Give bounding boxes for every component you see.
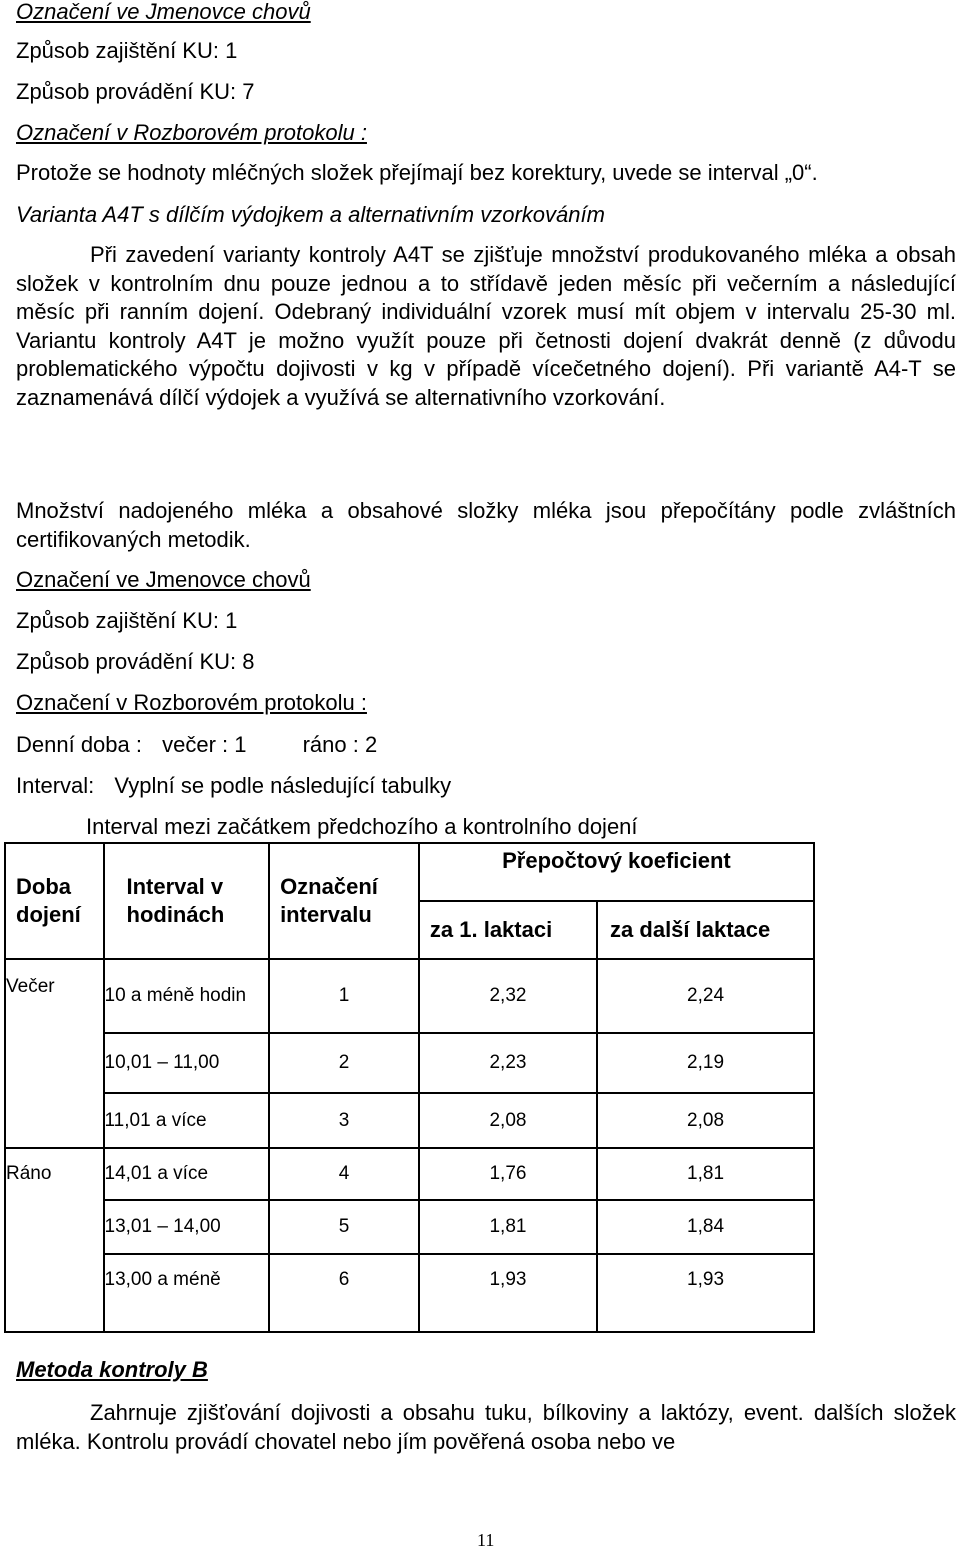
page-number: 11 — [477, 1530, 495, 1550]
cell-next-lactation: 1,84 — [597, 1200, 814, 1254]
interval-value: Vyplní se podle následující tabulky — [114, 773, 452, 798]
variant-heading: Varianta A4T s dílčím výdojkem a alternativním vzorkováním — [16, 202, 605, 227]
cell-first-lactation: 2,23 — [419, 1033, 597, 1093]
interval-label: Interval: — [16, 773, 95, 798]
recalculation-paragraph: Množství nadojeného mléka a obsahové složky mléka jsou přepočítány podle zvláštních certifikovaných metodik. — [16, 498, 956, 552]
protocol-heading-2-label: Označení v Rozborovém protokolu : — [16, 690, 367, 715]
header-next-lactation: za další laktace — [597, 901, 814, 959]
cell-code: 5 — [269, 1200, 419, 1254]
protocol-heading-label: Označení v Rozborovém protokolu : — [16, 120, 367, 145]
protocol-heading-2 — [16, 690, 367, 716]
cell-code: 4 — [269, 1148, 419, 1200]
ku-assurance-text: Způsob zajištění KU: 1 — [16, 38, 238, 63]
cell-interval: 10,01 – 11,00 — [104, 1033, 270, 1093]
header-first-lactation: za 1. laktaci — [419, 901, 597, 959]
cell-code: 2 — [269, 1033, 419, 1093]
coefficient-table — [4, 842, 815, 1333]
variant-paragraph: Při zavedení varianty kontroly A4T se zjišťuje množství produkovaného mléka a obsah složek v kontrolním dnu pouze jednou a to střídavě jeden měsíc při večerním a následující měsíc při ranním dojení. Odebraný individuální vzorek musí mít objem v intervalu 25-30 ml. Variantu kontroly A4T je možno využít pouze při četnosti dojení dvakrát denně (z důvodu problematického výpočtu dojivosti v kg v případě vícečetného dojení). Při variantě A4-T se zaznamenává dílčí výdojek a využívá se alternativního vzorkování. — [16, 242, 956, 410]
group-label-morning: Ráno — [5, 1148, 104, 1332]
cell-code: 1 — [269, 959, 419, 1033]
ku-method-text: Způsob provádění KU: 7 — [16, 79, 255, 104]
interval-line — [16, 773, 451, 799]
header-coefficient: Přepočtový koeficient — [419, 843, 814, 901]
cell-code: 6 — [269, 1254, 419, 1332]
cell-first-lactation: 1,76 — [419, 1148, 597, 1200]
herdbook-heading: Označení ve Jmenovce chovů — [16, 0, 311, 24]
header-interval-code: Označení intervalu — [269, 843, 419, 959]
cell-next-lactation: 2,08 — [597, 1093, 814, 1148]
daytime-label: Denní doba : — [16, 732, 142, 757]
cell-next-lactation: 2,24 — [597, 959, 814, 1033]
cell-code: 3 — [269, 1093, 419, 1148]
cell-interval: 13,00 a méně — [104, 1254, 270, 1332]
cell-first-lactation: 2,08 — [419, 1093, 597, 1148]
ku-assurance-text-2: Způsob zajištění KU: 1 — [16, 608, 238, 633]
header-interval-hours: Interval v hodinách — [104, 843, 270, 959]
daytime-line — [16, 732, 377, 758]
cell-interval: 10 a méně hodin — [104, 959, 270, 1033]
cell-next-lactation: 1,93 — [597, 1254, 814, 1332]
method-b-heading: Metoda kontroly B — [16, 1357, 208, 1382]
herdbook-heading-2: Označení ve Jmenovce chovů — [16, 567, 311, 592]
cell-interval: 11,01 a více — [104, 1093, 270, 1148]
method-b-paragraph: Zahrnuje zjišťování dojivosti a obsahu tuku, bílkoviny a laktózy, event. dalších složek mléka. Kontrolu provádí chovatel nebo jím pověřená osoba nebo ve — [16, 1400, 956, 1454]
cell-interval: 14,01 a více — [104, 1148, 270, 1200]
cell-interval: 13,01 – 14,00 — [104, 1200, 270, 1254]
cell-first-lactation: 1,93 — [419, 1254, 597, 1332]
header-milking-time: Doba dojení — [5, 843, 104, 959]
daytime-morning: ráno : 2 — [302, 732, 378, 757]
cell-next-lactation: 1,81 — [597, 1148, 814, 1200]
protocol-note: Protože se hodnoty mléčných složek přejímají bez korektury, uvede se interval „0“. — [16, 160, 818, 185]
ku-method-text-2: Způsob provádění KU: 8 — [16, 649, 255, 674]
cell-first-lactation: 2,32 — [419, 959, 597, 1033]
cell-next-lactation: 2,19 — [597, 1033, 814, 1093]
cell-first-lactation: 1,81 — [419, 1200, 597, 1254]
daytime-evening: večer : 1 — [162, 732, 247, 757]
table-caption: Interval mezi začátkem předchozího a kontrolního dojení — [86, 814, 638, 839]
group-label-evening: Večer — [5, 959, 104, 1148]
protocol-heading — [16, 120, 367, 146]
